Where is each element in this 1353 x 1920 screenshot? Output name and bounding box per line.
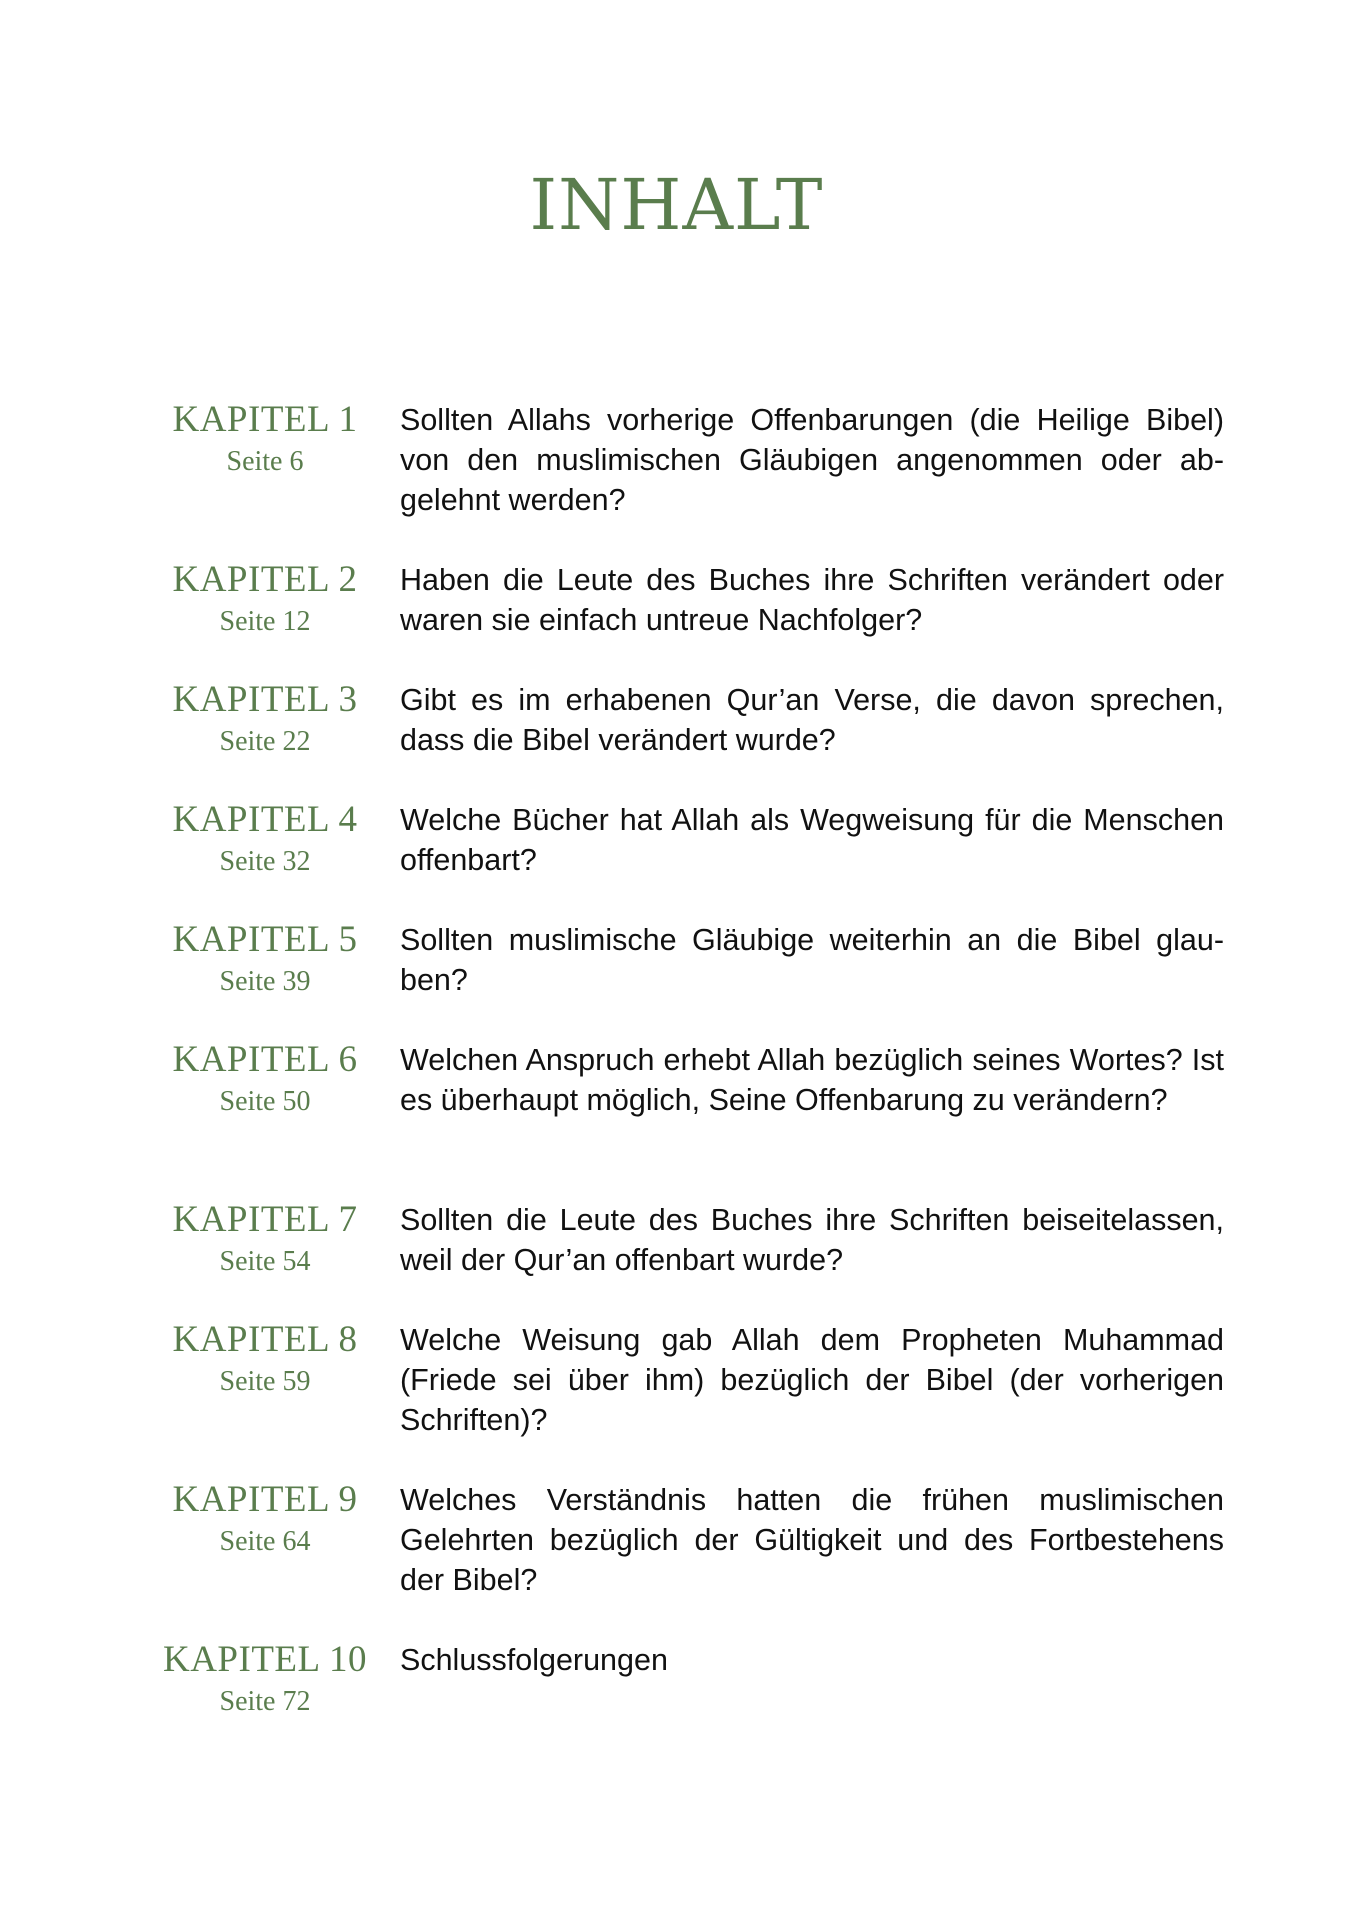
toc-entry <box>160 1318 1240 1478</box>
page-reference: Seite 6 <box>226 446 304 477</box>
chapter-number: KAPITEL 5 <box>172 919 358 960</box>
page-reference: Seite 64 <box>219 1526 311 1557</box>
chapter-number: KAPITEL 1 <box>172 399 358 440</box>
chapter-title: Sollten Allahs vorherige Offenbarungen (die Heilige Bibel) von den muslimischen Gläubigen angenommen oder abgelehnt werden? <box>400 403 1224 517</box>
chapter-number: KAPITEL 4 <box>172 799 358 840</box>
toc-label <box>160 1038 370 1122</box>
chapter-title: Welche Bücher hat Allah als Wegweisung für die Menschen offenbart? <box>400 803 1224 877</box>
page-reference: Seite 50 <box>219 1086 311 1117</box>
chapter-number: KAPITEL 9 <box>172 1479 358 1520</box>
toc-label <box>160 678 370 762</box>
toc-entry <box>160 1638 1240 1738</box>
page-reference: Seite 32 <box>219 846 311 877</box>
chapter-title: Welches Verständnis hatten die frühen muslimischen Gelehrten bezüglich der Gültigkeit und des Fortbestehens der Bibel? <box>400 1483 1224 1597</box>
page-title: INHALT <box>529 164 824 246</box>
chapter-number: KAPITEL 7 <box>172 1199 358 1240</box>
chapter-number: KAPITEL 10 <box>162 1639 368 1680</box>
page-reference: Seite 39 <box>219 966 311 997</box>
chapter-title: Sollten muslimische Gläubige weiterhin an die Bibel glauben? <box>400 923 1224 997</box>
page-reference: Seite 22 <box>219 726 311 757</box>
toc-label <box>160 798 370 882</box>
chapter-title: Schlussfolgerungen <box>400 1643 668 1677</box>
toc-label <box>160 1478 370 1562</box>
chapter-title: Gibt es im erhabenen Qur’an Verse, die davon sprechen, dass die Bibel verändert wurde? <box>400 683 1224 757</box>
table-of-contents <box>160 398 1240 1738</box>
toc-entry <box>160 678 1240 798</box>
chapter-title: Sollten die Leute des Buches ihre Schriften beiseitelassen, weil der Qur’an offenbart wurde? <box>400 1203 1224 1277</box>
chapter-title: Welchen Anspruch erhebt Allah bezüglich seines Wortes? Ist es überhaupt möglich, Seine Offenbarung zu verändern? <box>400 1043 1224 1117</box>
toc-entry <box>160 798 1240 918</box>
page-reference: Seite 54 <box>219 1246 311 1277</box>
chapter-number: KAPITEL 8 <box>172 1319 358 1360</box>
toc-label <box>160 398 370 482</box>
chapter-number: KAPITEL 6 <box>172 1039 358 1080</box>
toc-label <box>160 918 370 1002</box>
toc-label <box>160 1638 370 1722</box>
toc-entry <box>160 398 1240 558</box>
toc-label <box>160 1198 370 1282</box>
toc-label <box>160 558 370 642</box>
toc-entry <box>160 1478 1240 1638</box>
chapter-title: Haben die Leute des Buches ihre Schriften verändert oder waren sie einfach untreue Nachfolger? <box>400 563 1224 637</box>
page-reference: Seite 59 <box>219 1366 311 1397</box>
toc-entry <box>160 918 1240 1038</box>
toc-entry <box>160 558 1240 678</box>
toc-entry <box>160 1038 1240 1198</box>
page-reference: Seite 72 <box>219 1686 311 1717</box>
chapter-number: KAPITEL 2 <box>172 559 358 600</box>
chapter-title: Welche Weisung gab Allah dem Propheten Muhammad (Friede sei über ihm) bezüglich der Bibel (der vorherigen Schriften)? <box>400 1323 1224 1437</box>
toc-entry <box>160 1198 1240 1318</box>
toc-label <box>160 1318 370 1402</box>
page-reference: Seite 12 <box>219 606 311 637</box>
chapter-number: KAPITEL 3 <box>172 679 358 720</box>
